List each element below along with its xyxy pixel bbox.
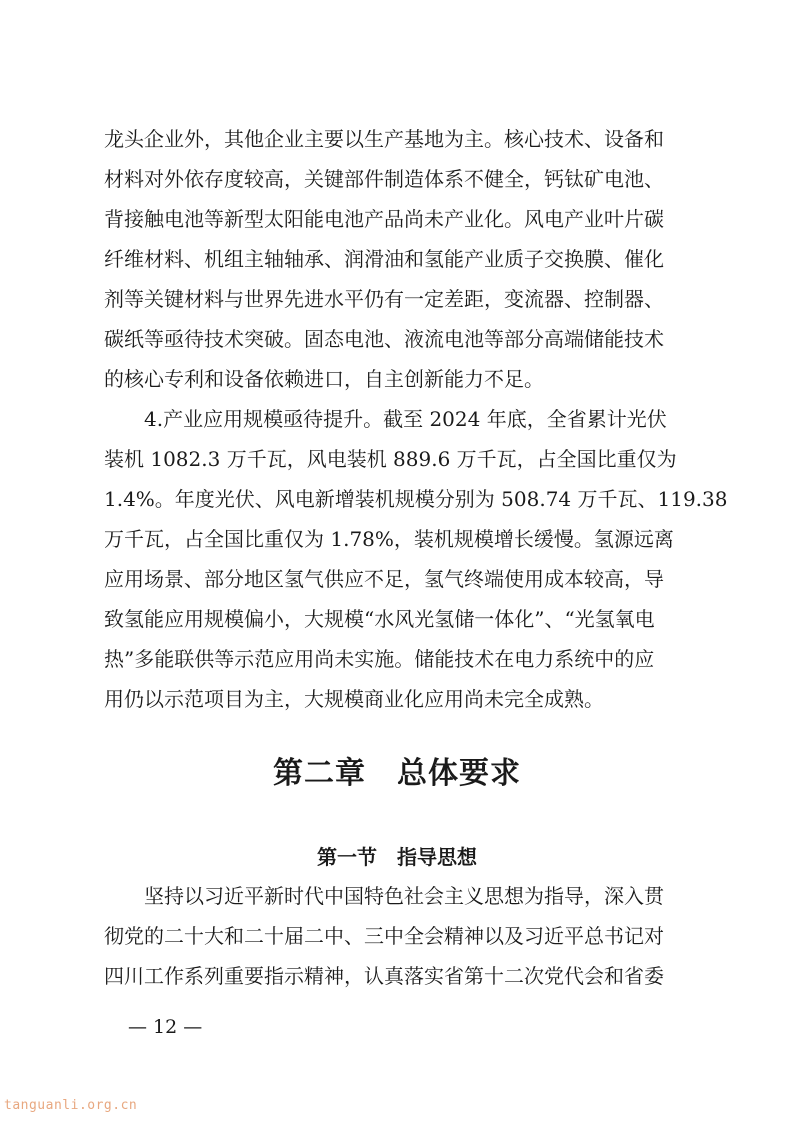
- text-line: 的核心专利和设备依赖进口，自主创新能力不足。: [104, 367, 544, 391]
- text-line: 热”多能联供等示范应用尚未实施。储能技术在电力系统中的应: [104, 647, 655, 671]
- text-line: 应用场景、部分地区氢气供应不足，氢气终端使用成本较高，导: [104, 567, 664, 591]
- text-line: 背接触电池等新型太阳能电池产品尚未产业化。风电产业叶片碳: [104, 207, 664, 231]
- chapter-title: 第二章 总体要求: [273, 756, 521, 791]
- text-line: 装机 1082.3 万千瓦，风电装机 889.6 万千瓦，占全国比重仅为: [104, 447, 677, 471]
- text-line: 万千瓦，占全国比重仅为 1.78%，装机规模增长缓慢。氢源远离: [104, 527, 674, 551]
- watermark: tanguanli.org.cn: [4, 1098, 138, 1113]
- text-line: 彻党的二十大和二十届二中、三中全会精神以及习近平总书记对: [104, 924, 664, 948]
- text-line: 坚持以习近平新时代中国特色社会主义思想为指导，深入贯: [104, 884, 664, 908]
- page-number: — 12 —: [128, 1016, 203, 1038]
- text-line: 纤维材料、机组主轴轴承、润滑油和氢能产业质子交换膜、催化: [104, 247, 664, 271]
- section-title: 第一节 指导思想: [317, 845, 477, 869]
- paragraph-core-technology: [104, 119, 690, 399]
- text-line: 四川工作系列重要指示精神，认真落实省第十二次党代会和省委: [104, 964, 664, 988]
- paragraph-guiding-thought: [104, 876, 690, 996]
- text-line: 致氢能应用规模偏小，大规模“水风光氢储一体化”、“光氢氧电: [104, 607, 655, 631]
- text-line: 龙头企业外，其他企业主要以生产基地为主。核心技术、设备和: [104, 127, 664, 151]
- text-line: 1.4%。年度光伏、风电新增装机规模分别为 508.74 万千瓦、119.38: [104, 487, 728, 511]
- paragraph-application-scale: [104, 399, 728, 719]
- text-line: 材料对外依存度较高，关键部件制造体系不健全，钙钛矿电池、: [104, 167, 664, 191]
- text-line: 用仍以示范项目为主，大规模商业化应用尚未完全成熟。: [104, 687, 604, 711]
- text-line: 4.产业应用规模亟待提升。截至 2024 年底，全省累计光伏: [104, 407, 667, 431]
- text-line: 剂等关键材料与世界先进水平仍有一定差距，变流器、控制器、: [104, 287, 664, 311]
- text-line: 碳纸等亟待技术突破。固态电池、液流电池等部分高端储能技术: [104, 327, 664, 351]
